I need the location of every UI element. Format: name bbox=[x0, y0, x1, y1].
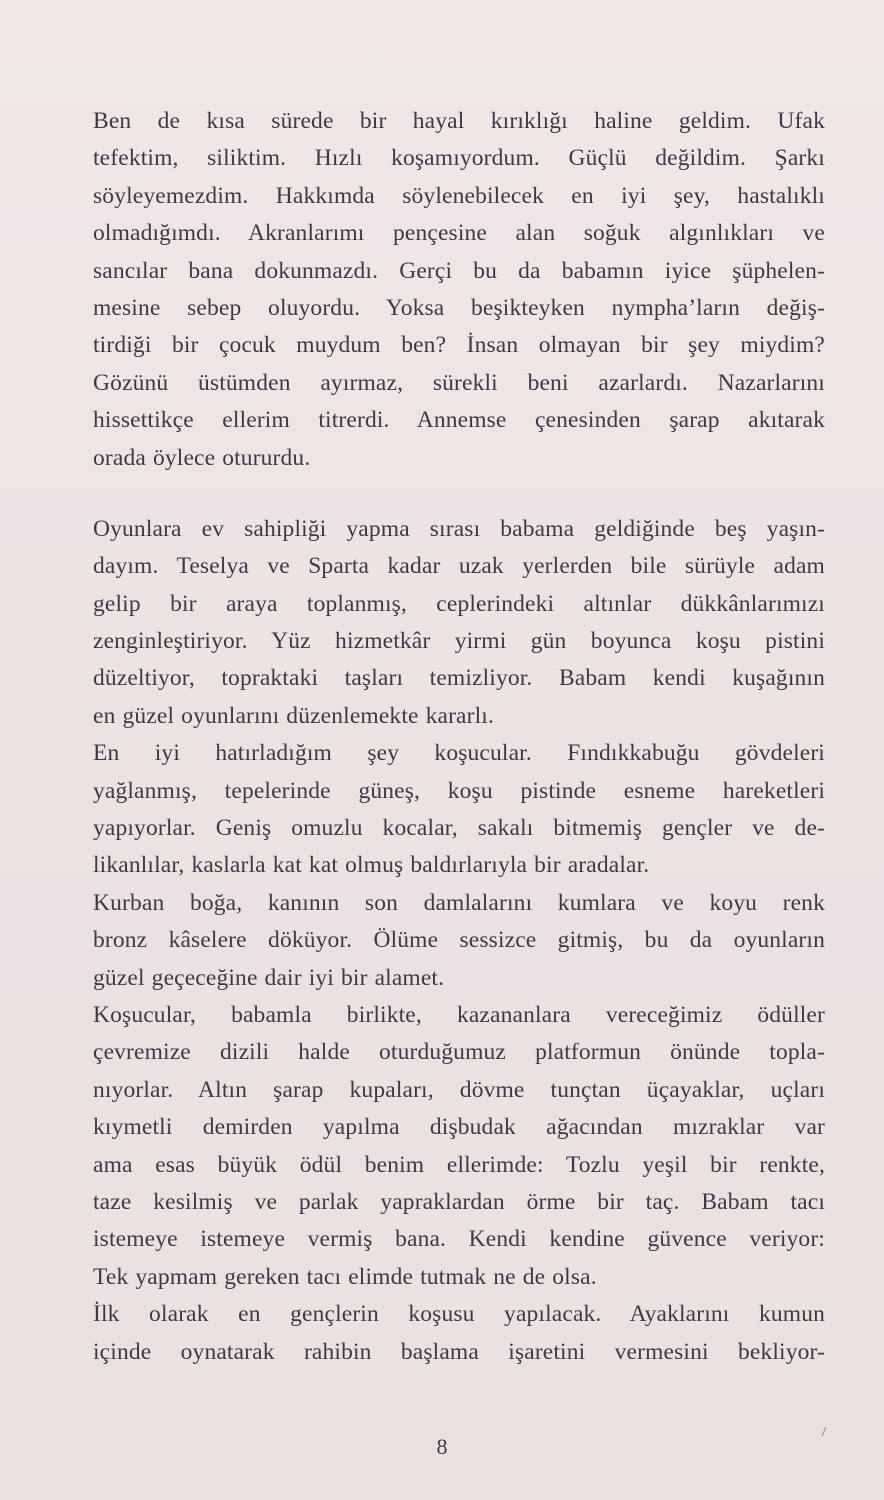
text-line: Kurban boğa, kanının son damlalarını kumlara ve koyu renk bbox=[93, 889, 825, 916]
text-line: kıymetli demirden yapılma dişbudak ağacından mızraklar var bbox=[93, 1114, 825, 1141]
text-line: hissettikçe ellerim titrerdi. Annemse çenesinden şarap akıtarak bbox=[93, 407, 825, 434]
page-number: 8 bbox=[436, 1434, 448, 1459]
text-line: olmadığımdı. Akranlarımı pençesine alan soğuk algınlıkları ve bbox=[93, 220, 825, 247]
text-line: yapıyorlar. Geniş omuzlu kocalar, sakalı bitmemiş gençler ve de- bbox=[93, 815, 825, 842]
margin-mark: / bbox=[822, 1425, 826, 1440]
text-line: İlk olarak en gençlerin koşusu yapılacak. Ayaklarını kumun bbox=[93, 1301, 825, 1328]
text-line: sancılar bana dokunmazdı. Gerçi bu da babamın iyice şüphelen- bbox=[93, 257, 825, 284]
text-line: çevremize dizili halde oturduğumuz platformun önünde topla- bbox=[93, 1039, 825, 1066]
text-line: tefektim, siliktim. Hızlı koşamıyordum. Güçlü değildim. Şarkı bbox=[93, 145, 825, 172]
text-line: ama esas büyük ödül benim ellerimde: Tozlu yeşil bir renkte, bbox=[93, 1151, 825, 1178]
text-line: istemeye istemeye vermiş bana. Kendi kendine güvence veriyor: bbox=[93, 1226, 825, 1253]
text-line: mesine sebep oluyordu. Yoksa beşikteyken nympha’ların değiş- bbox=[93, 294, 825, 321]
text-line: taze kesilmiş ve parlak yapraklardan örme bir taç. Babam tacı bbox=[93, 1188, 825, 1215]
text-line: yağlanmış, tepelerinde güneş, koşu pistinde esneme hareketleri bbox=[93, 777, 825, 804]
paragraph-4 bbox=[93, 885, 825, 997]
text-line: Gözünü üstümden ayırmaz, sürekli beni azarlardı. Nazarlarını bbox=[93, 369, 825, 396]
paragraph-2 bbox=[93, 511, 825, 735]
text-line: bronz kâselere döküyor. Ölüme sessizce gitmiş, bu da oyunların bbox=[93, 927, 825, 954]
text-line: en güzel oyunlarını düzenlemekte kararlı. bbox=[93, 702, 494, 729]
text-line: gelip bir araya toplanmış, ceplerindeki altınlar dükkânlarımızı bbox=[93, 590, 825, 617]
paragraph-spacer bbox=[93, 477, 825, 511]
paragraph-1 bbox=[93, 103, 825, 477]
text-line: Tek yapmam gereken tacı elimde tutmak ne de olsa. bbox=[93, 1263, 597, 1290]
text-line: Ben de kısa sürede bir hayal kırıklığı haline geldim. Ufak bbox=[93, 108, 825, 134]
text-line: içinde oynatarak rahibin başlama işaretini vermesini bekliyor- bbox=[93, 1338, 825, 1365]
text-line: söyleyemezdim. Hakkımda söylenebilecek en iyi şey, hastalıklı bbox=[93, 182, 825, 209]
paragraph-5 bbox=[93, 997, 825, 1296]
text-line: dayım. Teselya ve Sparta kadar uzak yerlerden bile sürüyle adam bbox=[93, 553, 825, 580]
text-line: likanlılar, kaslarla kat kat olmuş baldırlarıyla bir aradalar. bbox=[93, 852, 650, 879]
text-line: tirdiği bir çocuk muydum ben? İnsan olmayan bir şey miydim? bbox=[93, 332, 825, 359]
paragraph-3 bbox=[93, 735, 825, 885]
text-line: zenginleştiriyor. Yüz hizmetkâr yirmi gün boyunca koşu pistini bbox=[93, 628, 825, 655]
text-line: Oyunlara ev sahipliği yapma sırası babama geldiğinde beş yaşın- bbox=[93, 515, 825, 542]
paragraph-6 bbox=[93, 1296, 825, 1371]
text-line: güzel geçeceğine dair iyi bir alamet. bbox=[93, 964, 445, 991]
text-line: Koşucular, babamla birlikte, kazananlara vereceğimiz ödüller bbox=[93, 1001, 825, 1028]
text-line: nıyorlar. Altın şarap kupaları, dövme tunçtan üçayaklar, uçları bbox=[93, 1076, 825, 1103]
body-text bbox=[93, 103, 825, 1371]
text-line: En iyi hatırladığım şey koşucular. Fındıkkabuğu gövdeleri bbox=[93, 740, 825, 767]
text-line: düzeltiyor, topraktaki taşları temizliyor. Babam kendi kuşağının bbox=[93, 665, 825, 692]
text-line: orada öylece otururdu. bbox=[93, 444, 311, 471]
